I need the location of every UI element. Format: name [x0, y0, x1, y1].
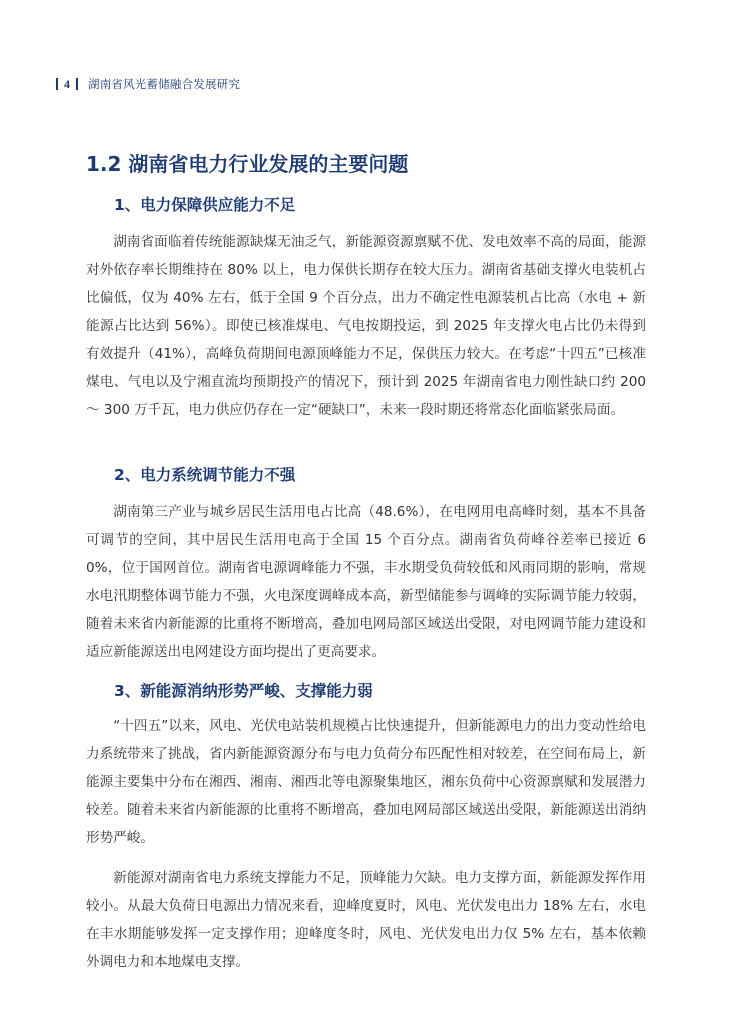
header-divider-right — [76, 78, 78, 90]
running-header — [56, 76, 240, 92]
header-divider-left — [56, 78, 58, 90]
paragraph-supply-capacity: 湖南省面临着传统能源缺煤无油乏气，新能源资源禀赋不优、发电效率不高的局面，能源对外依存率长期维持在 80% 以上，电力保供长期存在较大压力。湖南省基础支撑火电装机占比偏低，仅为 40% 左右，低于全国 9 个百分点，出力不确定性电源装机占比高（水电 + 新能源占比达到 56%）。即使已核准煤电、气电按期投运，到 2025 年支撑火电占比仍未得到有效提升（41%），高峰负荷期间电源顶峰能力不足，保供压力较大。在考虑“十四五”已核准煤电、气电以及宁湘直流均预期投产的情况下，预计到 2025 年湖南省电力刚性缺口约 200 ～ 300 万千瓦，电力供应仍存在一定“硬缺口”，未来一段时期还将常态化面临紧张局面。 — [86, 234, 646, 418]
paragraph-regulation-capacity: 湖南第三产业与城乡居民生活用电占比高（48.6%），在电网用电高峰时刻，基本不具备可调节的空间，其中居民生活用电高于全国 15 个百分点。湖南省负荷峰谷差率已接近 60%，位于国网首位。湖南省电源调峰能力不强，丰水期受负荷较低和风雨同期的影响，常规水电汛期整体调节能力不强，火电深度调峰成本高，新型储能参与调峰的实际调节能力较弱，随着未来省内新能源的比重将不断增高，叠加电网局部区域送出受限，对电网调节能力建设和适应新能源送出电网建设方面均提出了更高要求。 — [86, 504, 646, 660]
subsection-heading-1: 1、电力保障供应能力不足 — [114, 196, 296, 214]
running-title: 湖南省风光蓄储融合发展研究 — [88, 77, 241, 91]
section-title: 1.2 湖南省电力行业发展的主要问题 — [86, 152, 409, 176]
page-number: 4 — [64, 76, 70, 91]
paragraph-consumption-situation: “十四五”以来，风电、光伏电站装机规模占比快速提升，但新能源电力的出力变动性给电力系统带来了挑战，省内新能源资源分布与电力负荷分布匹配性相对较差，在空间布局上，新能源主要集中分布在湘西、湘南、湘西北等电源聚集地区，湘东负荷中心资源禀赋和发展潜力较差。随着未来省内新能源的比重将不断增高，叠加电网局部区域送出受限，新能源送出消纳形势严峻。 — [86, 718, 646, 846]
subsection-heading-3: 3、新能源消纳形势严峻、支撑能力弱 — [114, 682, 373, 700]
subsection-heading-2: 2、电力系统调节能力不强 — [114, 466, 296, 484]
paragraph-support-capacity: 新能源对湖南省电力系统支撑能力不足，顶峰能力欠缺。电力支撑方面，新能源发挥作用较小。从最大负荷日电源出力情况来看，迎峰度夏时，风电、光伏发电出力 18% 左右，水电在丰水期能够发挥一定支撑作用；迎峰度冬时，风电、光伏发电出力仅 5% 左右，基本依赖外调电力和本地煤电支撑。 — [86, 870, 646, 970]
